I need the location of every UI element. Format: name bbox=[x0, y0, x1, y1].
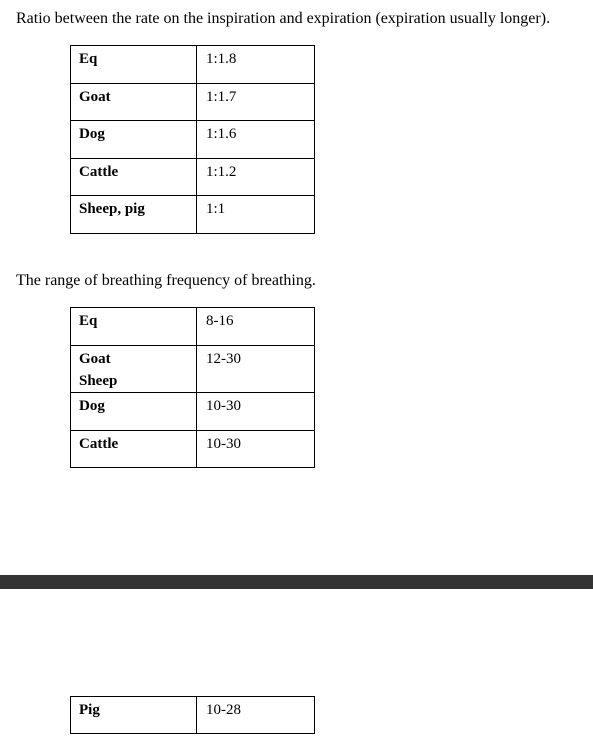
animal-line: Sheep bbox=[79, 373, 118, 389]
table-row bbox=[71, 431, 315, 468]
table-row bbox=[71, 83, 315, 121]
animal-cell: Eq bbox=[71, 46, 197, 84]
frequency-cell: 10-28 bbox=[197, 697, 315, 734]
animal-cell: Pig bbox=[71, 697, 197, 734]
ratio-cell: 1:1.7 bbox=[197, 83, 315, 121]
ratio-cell: 1:1 bbox=[197, 196, 315, 234]
frequency-cell: 10-30 bbox=[197, 431, 315, 468]
frequency-table bbox=[70, 307, 315, 468]
animal-cell: Sheep, pig bbox=[71, 196, 197, 234]
table-row bbox=[71, 393, 315, 431]
animal-cell bbox=[71, 346, 197, 393]
ratio-table bbox=[70, 45, 315, 234]
frequency-cell: 10-30 bbox=[197, 393, 315, 431]
ratio-cell: 1:1.2 bbox=[197, 158, 315, 196]
animal-cell: Cattle bbox=[71, 158, 197, 196]
frequency-table-continued bbox=[70, 696, 315, 734]
animal-line: Goat bbox=[79, 351, 111, 367]
frequency-cell: 8-16 bbox=[197, 308, 315, 346]
animal-cell: Dog bbox=[71, 121, 197, 159]
table-row bbox=[71, 346, 315, 393]
animal-cell: Goat bbox=[71, 83, 197, 121]
table-row bbox=[71, 46, 315, 84]
ratio-cell: 1:1.6 bbox=[197, 121, 315, 159]
frequency-cell: 12-30 bbox=[197, 346, 315, 393]
animal-cell: Eq bbox=[71, 308, 197, 346]
table-row bbox=[71, 121, 315, 159]
table-row bbox=[71, 697, 315, 734]
table-row bbox=[71, 196, 315, 234]
page-divider bbox=[0, 575, 593, 589]
table-row bbox=[71, 158, 315, 196]
frequency-intro-text: The range of breathing frequency of breathing. bbox=[16, 272, 316, 289]
ratio-cell: 1:1.8 bbox=[197, 46, 315, 84]
animal-cell: Dog bbox=[71, 393, 197, 431]
ratio-intro-text: Ratio between the rate on the inspiration and expiration (expiration usually longer). bbox=[16, 10, 551, 27]
animal-cell: Cattle bbox=[71, 431, 197, 468]
table-row bbox=[71, 308, 315, 346]
